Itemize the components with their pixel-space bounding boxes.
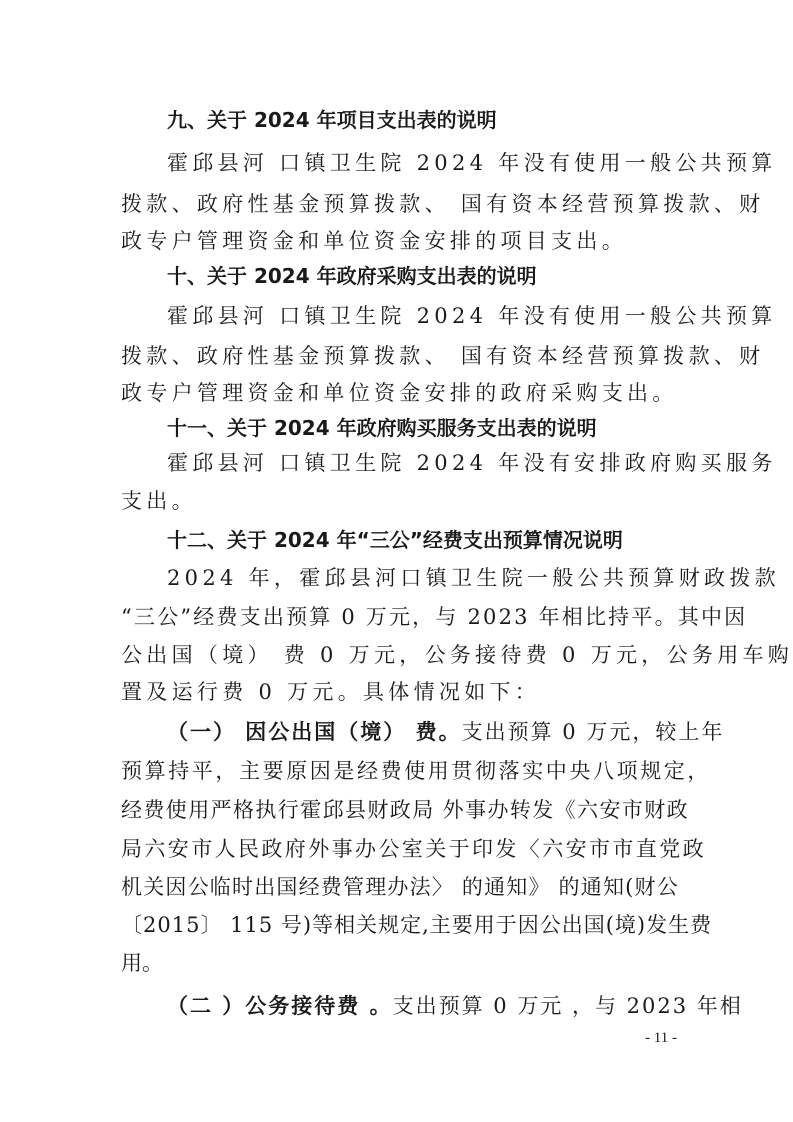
paragraph-line: 〔2015〕 115 号)等相关规定,主要用于因公出国(境)发生费 bbox=[121, 913, 713, 937]
paragraph-line: 预算持平，主要原因是经费使用贯彻落实中央八项规定， bbox=[121, 759, 711, 783]
paragraph-line: 置及运行费 0 万元。具体情况如下： bbox=[121, 680, 541, 704]
paragraph-line: 2024 年，霍邱县河口镇卫生院一般公共预算财政拨款 bbox=[167, 566, 780, 590]
subsection-text: 支出预算 0 万元，较上年 bbox=[461, 720, 725, 744]
paragraph-line: 政专户管理资金和单位资金安排的项目支出。 bbox=[121, 229, 627, 253]
subsection-title: （二 ）公务接待费 。 bbox=[167, 994, 393, 1018]
section-heading: 十、关于 2024 年政府采购支出表的说明 bbox=[167, 264, 537, 288]
subsection-line bbox=[167, 718, 724, 746]
paragraph-line: 霍邱县河 口镇卫生院 2024 年没有安排政府购买服务 bbox=[167, 451, 777, 475]
paragraph-line: 局六安市人民政府外事办公室关于印发〈六安市市直党政 bbox=[121, 837, 706, 861]
page-number: - 11 - bbox=[645, 1030, 677, 1046]
paragraph-line: 霍邱县河 口镇卫生院 2024 年没有使用一般公共预算 bbox=[167, 151, 777, 175]
paragraph-line: 拨款、政府性基金预算拨款、 国有资本经营预算拨款、财 bbox=[121, 192, 765, 216]
section-heading: 九、关于 2024 年项目支出表的说明 bbox=[167, 108, 497, 132]
paragraph-line: 经费使用严格执行霍邱县财政局 外事办转发《六安市财政 bbox=[121, 798, 690, 822]
paragraph-line: 公出国（境） 费 0 万元，公务接待费 0 万元，公务用车购 bbox=[121, 643, 793, 667]
paragraph-line: 拨款、政府性基金预算拨款、 国有资本经营预算拨款、财 bbox=[121, 344, 765, 368]
subsection-text: 支出预算 0 万元 ，与 2023 年相 bbox=[392, 994, 743, 1018]
paragraph-line: 机关因公临时出国经费管理办法〉 的通知》 的通知(财公 bbox=[121, 875, 679, 899]
paragraph-line: 用。 bbox=[121, 951, 163, 975]
paragraph-line: “三公”经费支出预算 0 万元，与 2023 年相比持平。其中因 bbox=[121, 605, 748, 629]
paragraph-line: 政专户管理资金和单位资金安排的政府采购支出。 bbox=[121, 381, 678, 405]
subsection-title: （一） 因公出国（境） 费。 bbox=[167, 720, 462, 744]
section-heading: 十一、关于 2024 年政府购买服务支出表的说明 bbox=[167, 416, 597, 440]
subsection-line bbox=[167, 992, 743, 1020]
paragraph-line: 霍邱县河 口镇卫生院 2024 年没有使用一般公共预算 bbox=[167, 304, 777, 328]
paragraph-line: 支出。 bbox=[121, 489, 197, 513]
section-heading: 十二、关于 2024 年“三公”经费支出预算情况说明 bbox=[167, 528, 623, 552]
